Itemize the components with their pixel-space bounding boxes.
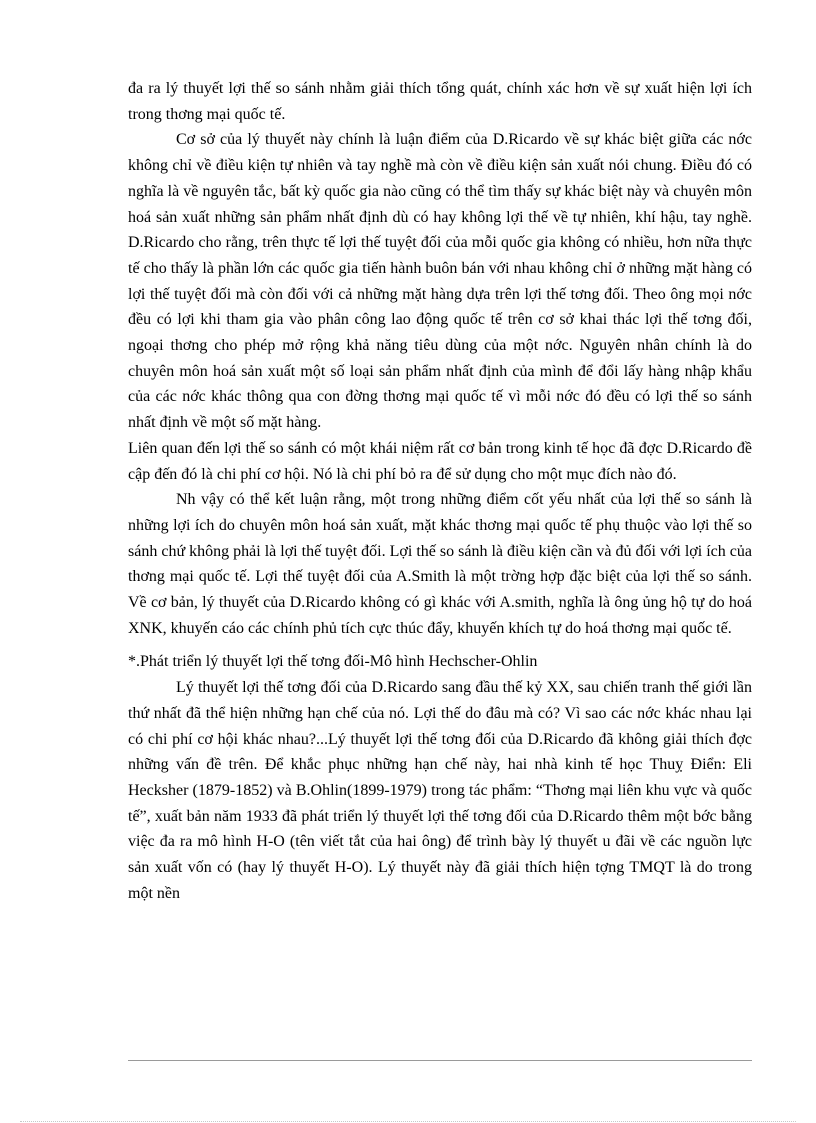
page-bottom-border [20, 1121, 796, 1122]
body-text [128, 76, 752, 907]
paragraph-ricardo-basis: Cơ sở của lý thuyết này chính là luận điểm của D.Ricardo về sự khác biệt giữa các nớc không chỉ về điều kiện tự nhiên và tay nghề mà còn về điều kiện sản xuất nói chung. Điều đó có nghĩa là về nguyên tắc, bất kỳ quốc gia nào cũng có thể tìm thấy sự khác biệt này và chuyên môn hoá sản xuất những sản phẩm nhất định dù có hay không lợi thế về tự nhiên, khí hậu, tay nghề. D.Ricardo cho rằng, trên thực tế lợi thế tuyệt đối của mỗi quốc gia không có nhiều, hơn nữa thực tế cho thấy là phần lớn các quốc gia tiến hành buôn bán với nhau không chỉ ở những mặt hàng có lợi thế tuyệt đối mà còn đối với cả những mặt hàng dựa trên lợi thế tơng đối. Theo ông mọi nớc đều có lợi khi tham gia vào phân công lao động quốc tế trên cơ sở khai thác lợi thế tơng đối, ngoại thơng cho phép mở rộng khả năng tiêu dùng của một nớc. Nguyên nhân chính là do chuyên môn hoá sản xuất một số loại sản phẩm nhất định của mình để đổi lấy hàng nhập khẩu của các nớc khác thông qua con đờng thơng mại quốc tế vì mỗi nớc đó đều có lợi thế so sánh nhất định về một số mặt hàng. [128, 131, 752, 432]
section-heading-hechscher-ohlin: *.Phát triển lý thuyết lợi thế tơng đối-Mô hình Hechscher-Ohlin [128, 653, 538, 671]
paragraph-ho-model: Lý thuyết lợi thế tơng đối của D.Ricardo sang đầu thế kỷ XX, sau chiến tranh thế giới lần thứ nhất đã thể hiện những hạn chế của nó. Lợi thế do đâu mà có? Vì sao các nớc khác nhau lại có chi phí cơ hội khác nhau?...Lý thuyết lợi thế tơng đối của D.Ricardo đã không giải thích đợc những vấn đề trên. Để khắc phục những hạn chế này, hai nhà kinh tế học Thuỵ Điển: Eli Hecksher (1879-1852) và B.Ohlin(1899-1979) trong tác phẩm: “Thơng mại liên khu vực và quốc tế”, xuất bản năm 1933 đã phát triển lý thuyết lợi thế tơng đối của D.Ricardo thêm một bớc bằng việc đa ra mô hình H-O (tên viết tắt của hai ông) để trình bày lý thuyết u đãi về các nguồn lực sản xuất vốn có (hay lý thuyết H-O). Lý thuyết này đã giải thích hiện tợng TMQT là do trong một nền [128, 679, 752, 902]
paragraph-intro: đa ra lý thuyết lợi thế so sánh nhằm giải thích tổng quát, chính xác hơn về sự xuất hiện lợi ích trong thơng mại quốc tế. [128, 80, 752, 123]
paragraph-opportunity-cost: Liên quan đến lợi thế so sánh có một khái niệm rất cơ bản trong kinh tế học đã đợc D.Ricardo đề cập đến đó là chi phí cơ hội. Nó là chi phí bỏ ra để sử dụng cho một mục đích nào đó. [128, 439, 752, 483]
paragraph-conclusion: Nh vậy có thể kết luận rằng, một trong những điểm cốt yếu nhất của lợi thế so sánh là những lợi ích do chuyên môn hoá sản xuất, mặt khác thơng mại quốc tế phụ thuộc vào lợi thế so sánh chứ không phải là lợi thế tuyệt đối. Lợi thế so sánh là điều kiện cần và đủ đối với lợi ích của thơng mại quốc tế. Lợi thế tuyệt đối của A.Smith là một trờng hợp đặc biệt của lợi thế so sánh. Về cơ bản, lý thuyết của D.Ricardo không có gì khác với A.smith, nghĩa là ông ủng hộ tự do hoá XNK, khuyến cáo các chính phủ tích cực thúc đẩy, khuyến khích tự do hoá thơng mại quốc tế. [128, 491, 752, 637]
footer-rule [128, 1060, 752, 1061]
